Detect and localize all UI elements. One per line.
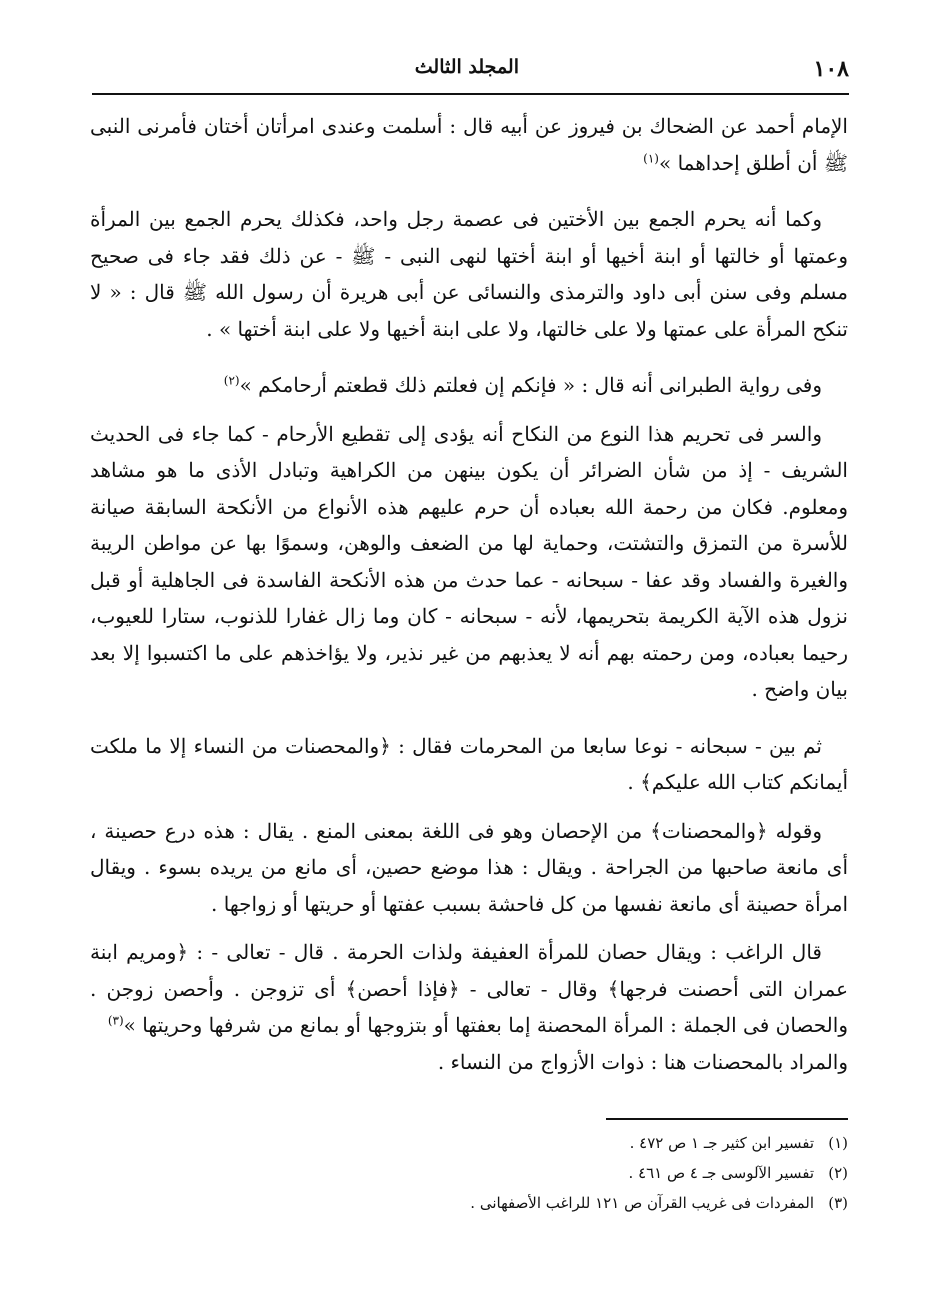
footnotes — [300, 1128, 848, 1218]
paragraph: والسر فى تحريم هذا النوع من النكاح أنه يؤدى إلى تقطيع الأرحام - كما جاء فى الحديث الشريف - إذ من شأن الضرائر أن يكون بينهن من الكراهية وتبادل الأذى ما هو مشاهد ومعلوم. فكان من رحمة الله بعباده أن حرم عليهم هذه الأنواع من الأنكحة السابقة صيانة للأسرة من التمزق والتشتت، وحماية لها من الضعف والوهن، وسموًا بها عن مواطن الريبة والغيرة والفساد وقد عفا - سبحانه - عما حدث من هذه الأنكحة الفاسدة فى الجاهلية أو قبل نزول هذه الآية الكريمة بتحريمها، لأنه - سبحانه - كان وما زال غفارا للذنوب، ستارا للعيوب، رحيما بعباده، ومن رحمته بهم أنه لا يعذبهم من غير نذير، ولا يؤاخذهم على ما اكتسبوا إلا بعد بيان واضح . — [90, 421, 848, 701]
footnote-marker: (١) — [643, 150, 659, 165]
footnote-text: تفسير ابن كثير جـ ١ ص ٤٧٢ . — [629, 1134, 814, 1152]
paragraph: وكما أنه يحرم الجمع بين الأختين فى عصمة رجل واحد، فكذلك يحرم الجمع بين المرأة وعمتها أو خالتها أو ابنة أخيها أو ابنة أختها لنهى النبى - ﷺ - عن ذلك فقد جاء فى صحيح مسلم وفى سنن أبى داود والترمذى والنسائى عن أبى هريرة أن رسول الله ﷺ قال : « لا تنكح المرأة على عمتها ولا على خالتها، ولا على ابنة أخيها ولا على ابنة أختها » . — [90, 207, 849, 341]
footnote — [300, 1128, 848, 1158]
running-title: المجلد الثالث — [414, 56, 519, 78]
paragraph: وفى رواية الطبرانى أنه قال : « فإنكم إن فعلتم ذلك قطعتم أرحامكم »$^{(٢)}$ — [223, 373, 822, 397]
footnote — [300, 1158, 848, 1188]
body-text — [90, 108, 848, 1080]
paragraph: والمراد بالمحصنات هنا : ذوات الأزواج من النساء . — [437, 1049, 848, 1074]
footnote-number: (٢) — [828, 1164, 848, 1182]
footnote — [300, 1188, 848, 1218]
footnote-text: المفردات فى غريب القرآن ص ١٢١ للراغب الأصفهانى . — [470, 1194, 814, 1212]
footnote-marker: (٢) — [223, 373, 240, 388]
paragraph: الإمام أحمد عن الضحاك بن فيروز عن أبيه قال : أسلمت وعندى امرأتان أختان فأمرنى النبى ﷺ أن أطلق إحداهما »$^{(١)}$ — [90, 114, 848, 175]
paragraph: ثم بين - سبحانه - نوعا سابعا من المحرمات فقال : ﴿والمحصنات من النساء إلا ما ملكت أيمانكم كتاب الله عليكم﴾ . — [90, 733, 848, 794]
paragraph: قال الراغب : ويقال حصان للمرأة العفيفة ولذات الحرمة . قال - تعالى - : ﴿ومريم ابنة عمران التى أحصنت فرجها﴾ وقال - تعالى - ﴿فإذا أحصن﴾ أى تزوجن . وأحصن زوجن . والحصان فى الجملة : المرأة المحصنة إما بعفتها أو بتزوجها أو بمانع من شرفها وحريتها »$^{(٣)}$ — [90, 940, 848, 1037]
footnote-text: تفسير الآلوسى جـ ٤ ص ٤٦١ . — [628, 1164, 814, 1182]
page-header — [92, 52, 849, 90]
footnote-marker: (٣) — [107, 1013, 124, 1028]
footnote-number: (١) — [828, 1134, 848, 1152]
footnote-number: (٣) — [828, 1194, 848, 1212]
page-number: ١٠٨ — [813, 56, 849, 82]
paragraph: وقوله ﴿والمحصنات﴾ من الإحصان وهو فى اللغة بمعنى المنع . يقال : هذه درع حصينة ، أى مانعة صاحبها من الجراحة . ويقال : هذا موضع حصين، أى مانع من يريده بسوء . ويقال امرأة حصينة أى مانعة نفسها من كل فاحشة بسبب عفتها أو حريتها أو زواجها . — [90, 818, 848, 916]
footnote-divider — [606, 1118, 848, 1120]
header-divider — [92, 93, 849, 95]
